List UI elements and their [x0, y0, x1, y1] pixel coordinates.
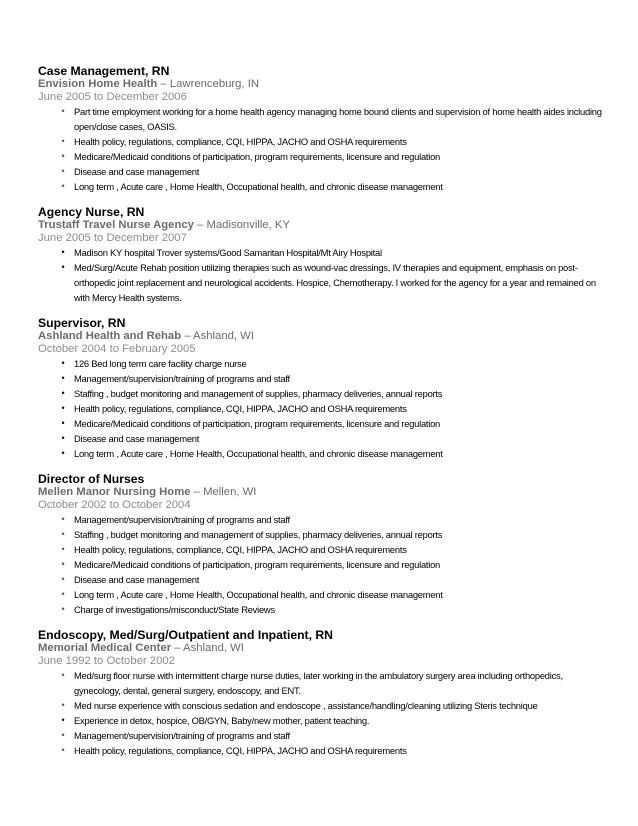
employer-line — [38, 486, 608, 499]
list-item: • Long term , Acute care , Home Health, Occupational health, and chronic disease management — [38, 179, 608, 194]
bullet-icon: • — [61, 715, 65, 725]
list-item: • Med nurse experience with conscious sedation and endoscope , assistance/handling/cleaning utilizing Steris technique — [38, 698, 608, 713]
bullet-icon: • — [61, 574, 65, 584]
list-item: • Charge of investigations/misconduct/State Reviews — [38, 602, 608, 617]
list-item: • Med/Surg/Acute Rehab position utilizing therapies such as wound-vac dressings, IV therapies and equipment, emphasis on post-orthopedic joint replacement and neurological accidents. Hospice, Chemotherapy. I worked for the agency for a year and remained on with Mercy Health systems. — [38, 260, 608, 305]
bullet-icon: • — [61, 166, 65, 176]
bullet-icon: • — [61, 604, 65, 614]
job-title: Case Management, RN — [38, 64, 170, 78]
bullet-icon: • — [61, 529, 65, 539]
employer-name: Envision Home Health — [38, 78, 158, 90]
bullet-icon: • — [61, 700, 65, 710]
job-entry-case-management — [38, 64, 608, 194]
job-dates: June 2005 to December 2006 — [38, 91, 187, 103]
bullet-icon: • — [61, 559, 65, 569]
bullet-icon: • — [61, 418, 65, 428]
employer-line — [38, 78, 608, 91]
list-item: • Medicare/Medicaid conditions of participation, program requirements, licensure and regulation — [38, 149, 608, 164]
list-item: • Long term , Acute care , Home Health, Occupational health, and chronic disease management — [38, 446, 608, 461]
list-item: • Health policy, regulations, compliance, CQI, HIPPA, JACHO and OSHA requirements — [38, 134, 608, 149]
job-title: Director of Nurses — [38, 472, 145, 486]
job-duties-list — [38, 668, 608, 758]
list-item: • Medicare/Medicaid conditions of participation, program requirements, licensure and regulation — [38, 416, 608, 431]
bullet-icon: • — [61, 151, 65, 161]
bullet-icon: • — [61, 670, 65, 680]
job-title: Agency Nurse, RN — [38, 205, 145, 219]
bullet-icon: • — [61, 514, 65, 524]
list-item: • Management/supervision/training of programs and staff — [38, 512, 608, 527]
list-item: • Management/supervision/training of programs and staff — [38, 728, 608, 743]
job-duties-list — [38, 104, 608, 194]
employer-name: Mellen Manor Nursing Home — [38, 486, 191, 498]
job-dates: June 2005 to December 2007 — [38, 232, 187, 244]
list-item: • Part time employment working for a home health agency managing home bound clients and supervision of home health aides including open/close cases, OASIS. — [38, 104, 608, 134]
job-dates: June 1992 to October 2002 — [38, 655, 175, 667]
job-duties-list — [38, 512, 608, 617]
bullet-icon: • — [61, 358, 65, 368]
job-duties-list — [38, 356, 608, 461]
list-item: • 126 Bed long term care facility charge nurse — [38, 356, 608, 371]
employer-line — [38, 219, 608, 232]
employer-name: Memorial Medical Center — [38, 642, 172, 654]
bullet-icon: • — [61, 589, 65, 599]
job-dates: October 2004 to February 2005 — [38, 343, 196, 355]
resume-page — [38, 64, 608, 758]
list-item: • Management/supervision/training of programs and staff — [38, 371, 608, 386]
bullet-icon: • — [61, 388, 65, 398]
job-dates: October 2002 to October 2004 — [38, 499, 191, 511]
employer-line — [38, 330, 608, 343]
bullet-icon: • — [61, 433, 65, 443]
list-item: • Med/surg floor nurse with intermittent charge nurse duties, later working in the ambulatory surgery area including orthopedics, gynecology, dental, general surgery, endoscopy, and ENT. — [38, 668, 608, 698]
list-item: • Medicare/Medicaid conditions of participation, program requirements, licensure and regulation — [38, 557, 608, 572]
bullet-icon: • — [61, 745, 65, 755]
list-item: • Disease and case management — [38, 164, 608, 179]
list-item: • Staffing , budget monitoring and management of supplies, pharmacy deliveries, annual reports — [38, 527, 608, 542]
bullet-icon: • — [61, 544, 65, 554]
bullet-icon: • — [61, 106, 65, 116]
bullet-icon: • — [61, 730, 65, 740]
list-item: • Health policy, regulations, compliance, CQI, HIPPA, JACHO and OSHA requirements — [38, 743, 608, 758]
bullet-icon: • — [61, 136, 65, 146]
bullet-icon: • — [61, 448, 65, 458]
job-entry-agency-nurse — [38, 205, 608, 305]
employer-name: Trustaff Travel Nurse Agency — [38, 219, 194, 231]
bullet-icon: • — [61, 373, 65, 383]
employer-location: – Madisonville, KY — [193, 219, 290, 231]
list-item: • Experience in detox, hospice, OB/GYN, Baby/new mother, patient teaching. — [38, 713, 608, 728]
bullet-icon: • — [61, 262, 65, 272]
list-item: • Staffing , budget monitoring and management of supplies, pharmacy deliveries, annual reports — [38, 386, 608, 401]
employer-line — [38, 642, 608, 655]
bullet-icon: • — [61, 181, 65, 191]
job-entry-director-of-nurses — [38, 472, 608, 617]
job-duties-list — [38, 245, 608, 305]
employer-location: – Mellen, WI — [190, 486, 257, 498]
job-entry-endoscopy — [38, 628, 608, 758]
list-item: • Disease and case management — [38, 572, 608, 587]
list-item: • Health policy, regulations, compliance, CQI, HIPPA, JACHO and OSHA requirements — [38, 542, 608, 557]
list-item: • Madison KY hospital Trover systems/Good Samaritan Hospital/Mt Airy Hospital — [38, 245, 608, 260]
employer-name: Ashland Health and Rehab — [38, 330, 182, 342]
list-item: • Long term , Acute care , Home Health, Occupational health, and chronic disease management — [38, 587, 608, 602]
list-item: • Health policy, regulations, compliance, CQI, HIPPA, JACHO and OSHA requirements — [38, 401, 608, 416]
job-title: Supervisor, RN — [38, 316, 126, 330]
employer-location: – Ashland, WI — [181, 330, 254, 342]
employer-location: – Ashland, WI — [171, 642, 244, 654]
list-item: • Disease and case management — [38, 431, 608, 446]
employer-location: – Lawrenceburg, IN — [157, 78, 260, 90]
job-title: Endoscopy, Med/Surg/Outpatient and Inpatient, RN — [38, 628, 333, 642]
job-entry-supervisor — [38, 316, 608, 461]
bullet-icon: • — [61, 403, 65, 413]
bullet-icon: • — [61, 247, 65, 257]
